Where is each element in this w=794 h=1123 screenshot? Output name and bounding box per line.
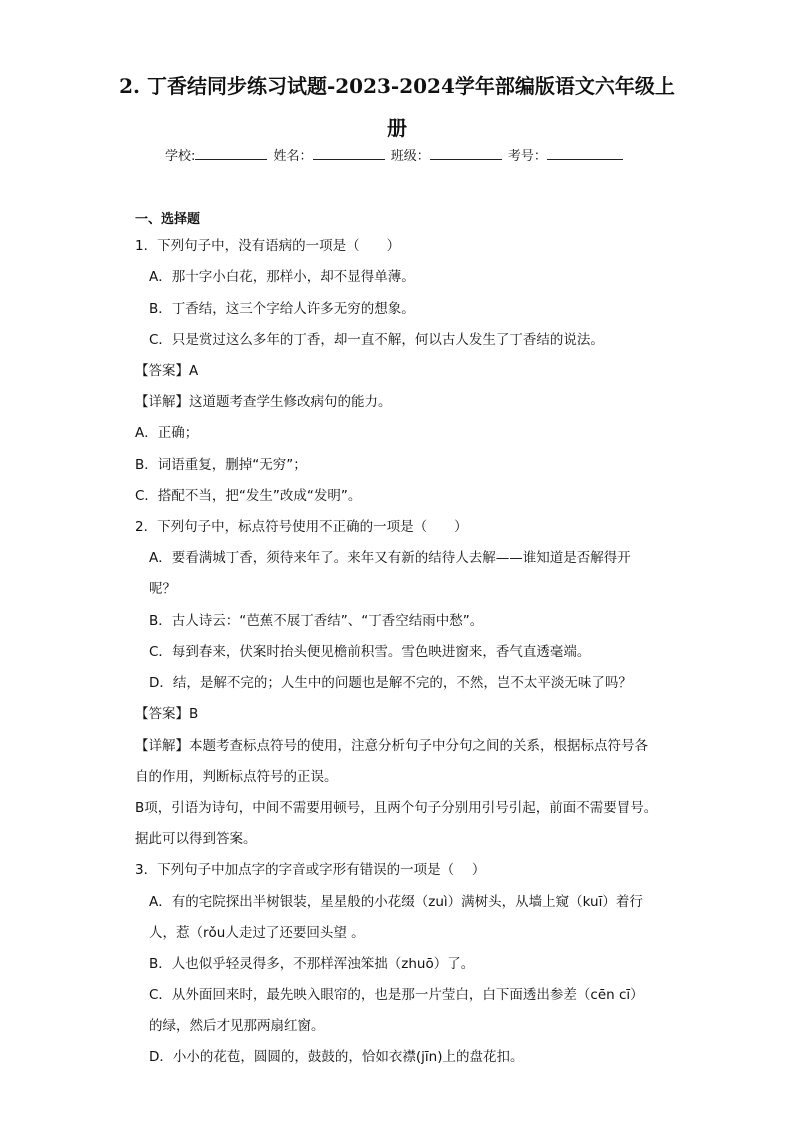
question-2-option-a: A．要看满城丁香，须待来年了。来年又有新的结待人去解——谁知道是否解得开 bbox=[149, 550, 631, 566]
class-blank[interactable] bbox=[430, 145, 502, 160]
name-blank[interactable] bbox=[313, 145, 385, 160]
question-2-option-a-continued: 呢？ bbox=[149, 581, 176, 597]
section-heading: 一、选择题 bbox=[135, 212, 201, 227]
school-label: 学校: bbox=[165, 149, 196, 164]
question-2-detail-continued: 自的作用，判断标点符号的正误。 bbox=[135, 769, 338, 785]
question-1-option-c: C．只是赏过这么多年的丁香，却一直不解，何以古人发生了丁香结的说法。 bbox=[149, 332, 604, 348]
question-2-detail: 【详解】本题考查标点符号的使用，注意分析句子中分句之间的关系，根据标点符号各 bbox=[135, 738, 648, 754]
question-2-option-d: D．结，是解不完的；人生中的问题也是解不完的，不然，岂不太平淡无味了吗？ bbox=[149, 675, 632, 691]
question-3-stem: 3．下列句子中加点字的字音或字形有错误的一项是（ ） bbox=[135, 862, 486, 878]
question-1-detail-b: B．词语重复，删掉“无穷”； bbox=[135, 457, 307, 473]
question-1-detail-a: A．正确； bbox=[135, 425, 199, 441]
page-title: 2. 丁香结同步练习试题-2023-2024学年部编版语文六年级上 bbox=[119, 74, 675, 98]
question-2-stem: 2．下列句子中，标点符号使用不正确的一项是（ ） bbox=[135, 519, 468, 535]
number-blank[interactable] bbox=[547, 145, 623, 160]
name-label: 姓名： bbox=[273, 149, 313, 164]
page-title-continued: 册 bbox=[387, 116, 407, 140]
student-info-row bbox=[165, 145, 625, 164]
question-3-option-d: D．小小的花苞，圆圆的，鼓鼓的，恰如衣襟(jīn)上的盘花扣。 bbox=[149, 1049, 524, 1065]
question-1-detail-c: C．搭配不当，把“发生”改成“发明”。 bbox=[135, 488, 362, 504]
question-2-detail-b: B项，引语为诗句，中间不需要用顿号，且两个句子分别用引号引起，前面不需要冒号。 bbox=[135, 800, 658, 816]
class-label: 班级： bbox=[390, 149, 430, 164]
question-1-stem: 1．下列句子中，没有语病的一项是（ ） bbox=[135, 238, 401, 254]
number-label: 考号： bbox=[507, 149, 547, 164]
question-3-option-b: B．人也似乎轻灵得多，不那样浑浊笨拙（zhuō）了。 bbox=[149, 956, 475, 972]
question-2-answer: 【答案】B bbox=[135, 706, 199, 722]
question-3-option-c-continued: 的绿，然后才见那两扇红窗。 bbox=[149, 1018, 325, 1034]
question-3-option-c: C．从外面回来时，最先映入眼帘的，也是那一片莹白，白下面透出参差（cēn cī） bbox=[149, 987, 644, 1003]
question-3-option-a-continued: 人，惹（rǒu人走过了还要回头望 。 bbox=[149, 925, 365, 941]
question-1-answer: 【答案】A bbox=[135, 363, 199, 379]
question-2-option-c: C．每到春来，伏案时抬头便见檐前积雪。雪色映进窗来，香气直透毫端。 bbox=[149, 644, 591, 660]
question-1-option-a: A．那十字小白花，那样小，却不显得单薄。 bbox=[149, 269, 415, 285]
question-2-option-b: B．古人诗云：“芭蕉不展丁香结”、“丁香空结雨中愁”。 bbox=[149, 613, 484, 629]
school-blank[interactable] bbox=[195, 145, 267, 160]
question-1-detail: 【详解】这道题考查学生修改病句的能力。 bbox=[135, 394, 392, 410]
question-3-option-a: A．有的宅院探出半树银装，星星般的小花缀（zuì）满树头，从墙上窥（kuī）着行 bbox=[149, 894, 643, 910]
question-2-detail-conclusion: 据此可以得到答案。 bbox=[135, 831, 257, 847]
question-1-option-b: B．丁香结，这三个字给人许多无穷的想象。 bbox=[149, 301, 415, 317]
